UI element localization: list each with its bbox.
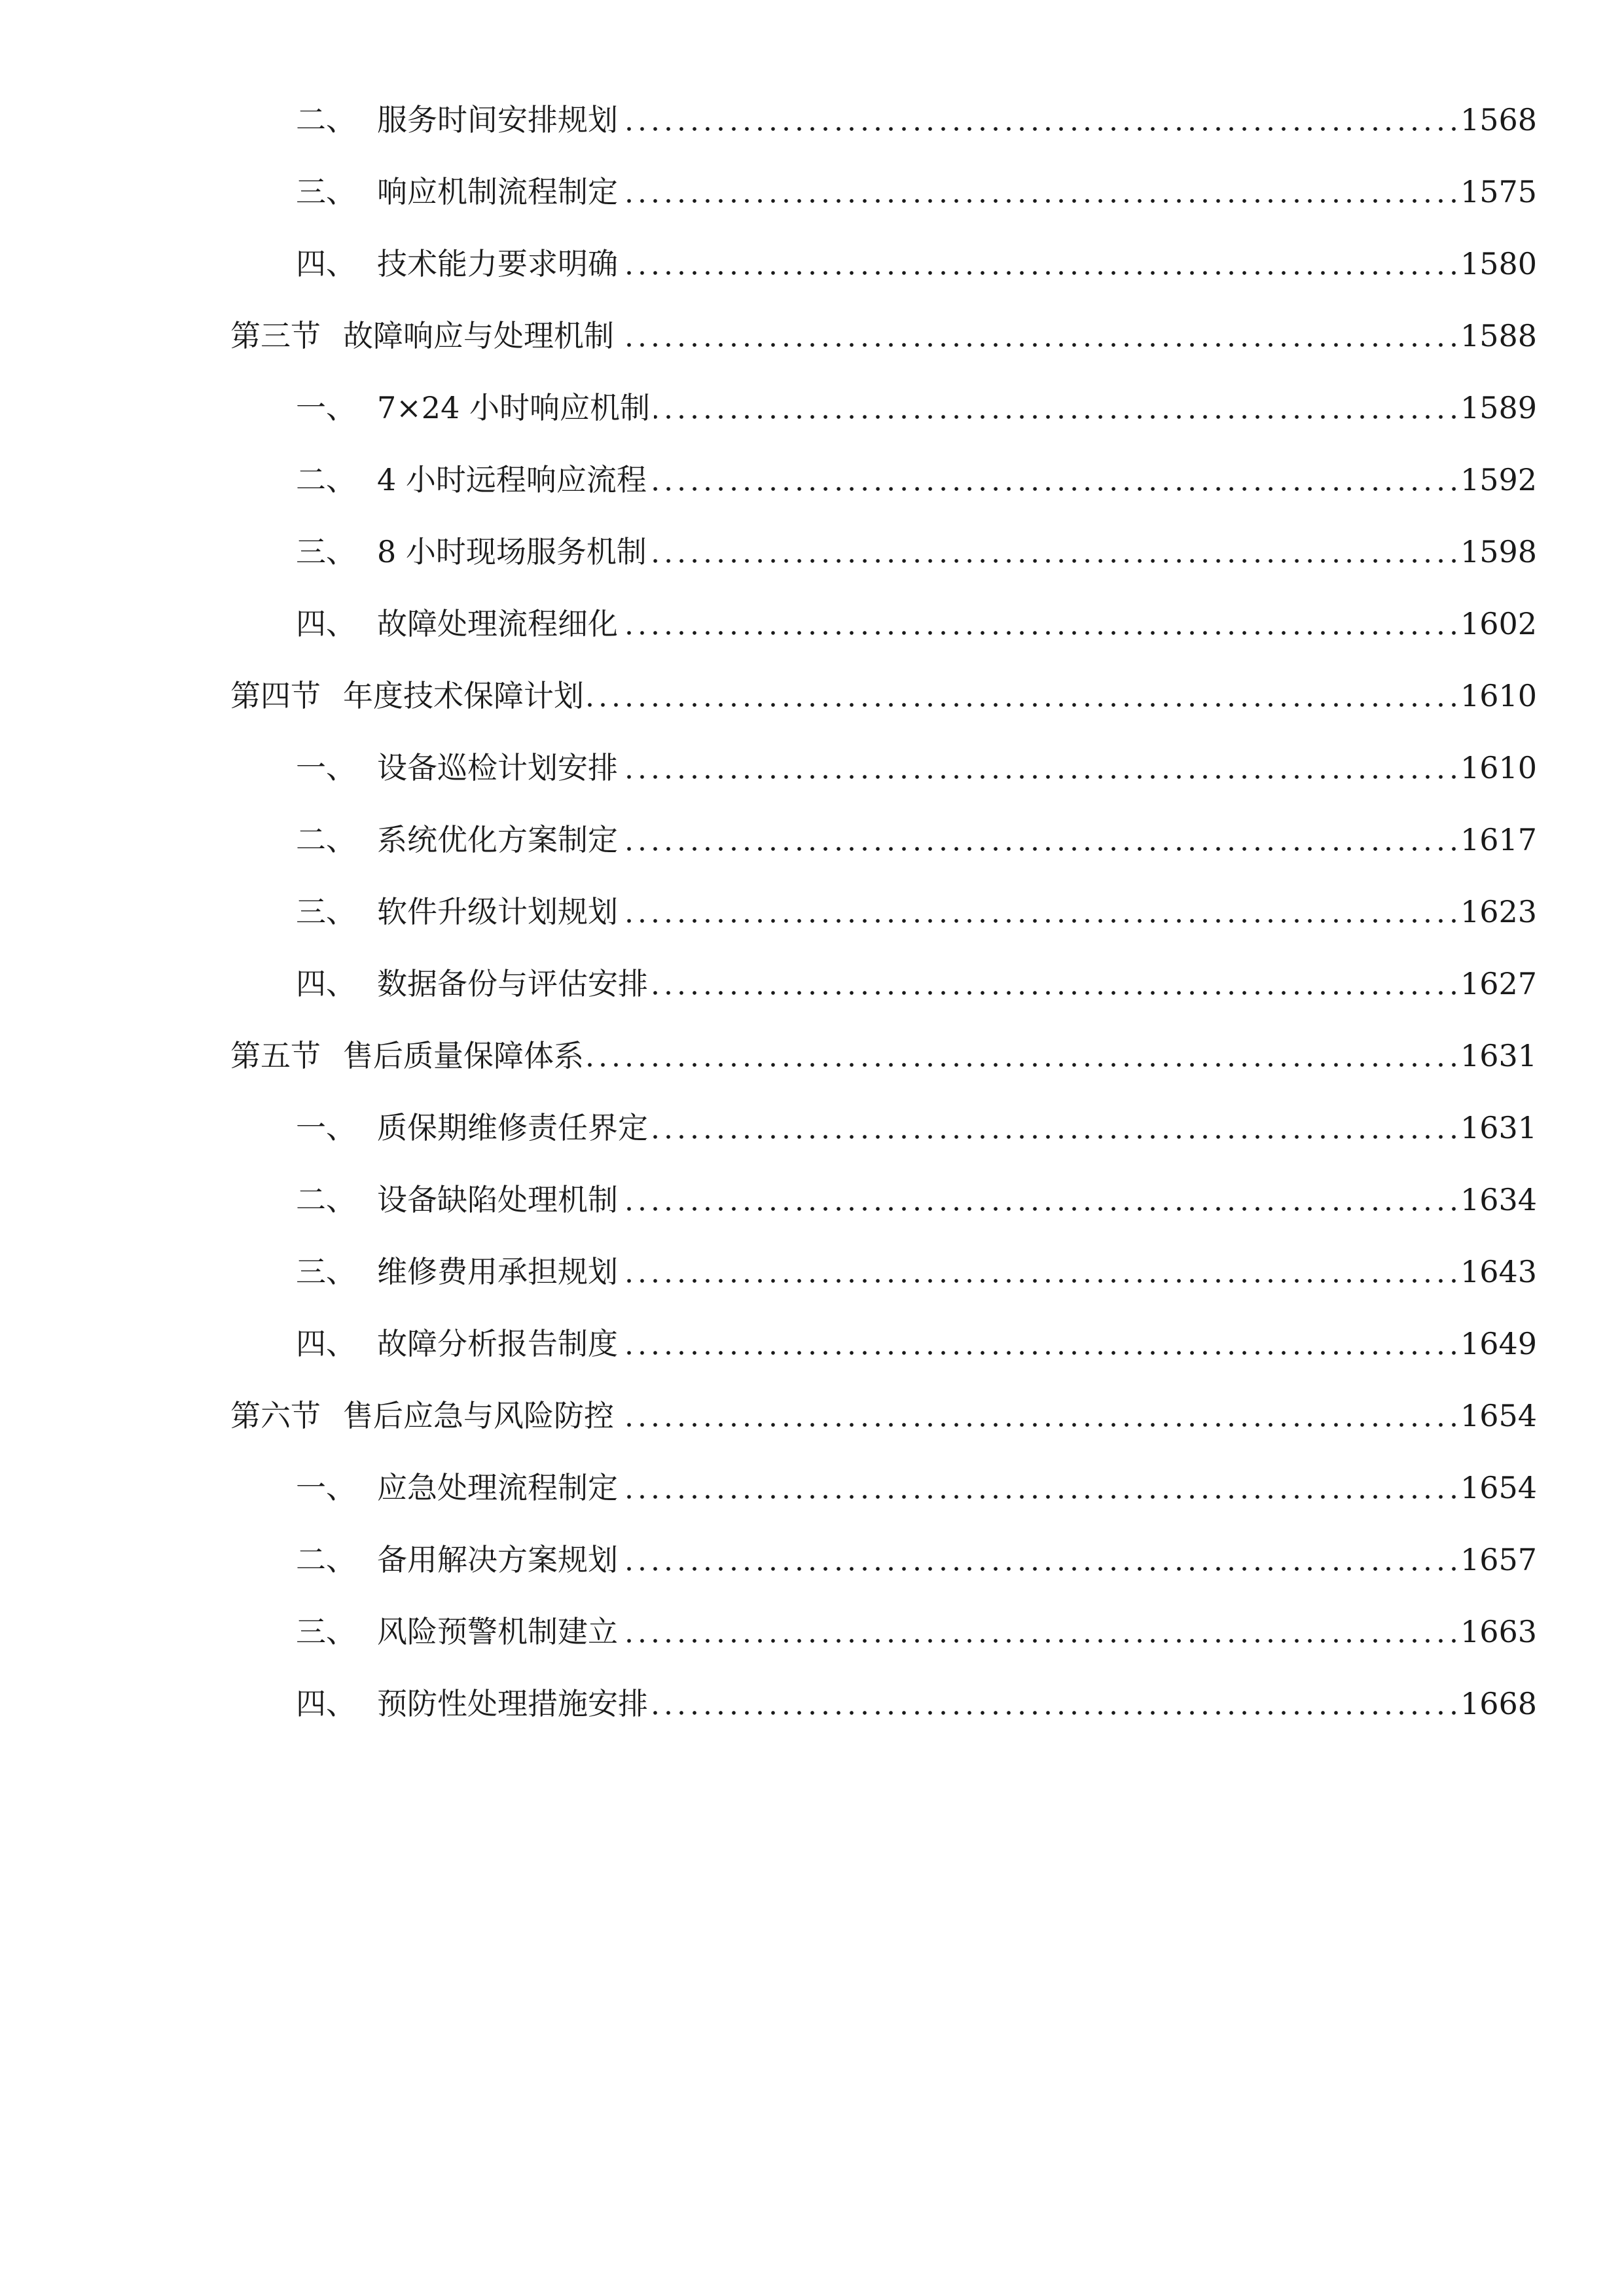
toc-entry-page: 1627	[1460, 966, 1538, 1001]
toc-entry-title: 软件升级计划规划	[377, 894, 618, 929]
toc-entry[interactable]	[296, 1249, 1538, 1295]
toc-entry-number: 一、	[296, 390, 356, 425]
toc-dot-leader	[588, 1063, 1460, 1067]
toc-entry-page: 1649	[1460, 1326, 1538, 1361]
toc-entry-page: 1631	[1460, 1038, 1538, 1073]
toc-entry-number: 二、	[296, 822, 356, 857]
toc-entry-page: 1631	[1460, 1110, 1538, 1145]
toc-entry[interactable]	[296, 817, 1538, 863]
toc-entry-page: 1610	[1460, 678, 1538, 713]
toc-dot-leader	[622, 199, 1460, 203]
toc-dot-leader	[622, 919, 1460, 923]
toc-entry[interactable]	[296, 961, 1538, 1007]
toc-entry-page: 1580	[1460, 246, 1538, 281]
toc-entry[interactable]	[296, 1465, 1538, 1511]
toc-dot-leader	[622, 775, 1460, 779]
toc-entry[interactable]	[296, 1321, 1538, 1367]
toc-section-entry[interactable]	[230, 1033, 1538, 1079]
toc-entry-number: 三、	[296, 894, 356, 929]
toc-entry-title: 售后应急与风险防控	[343, 1398, 614, 1433]
toc-dot-leader	[622, 1495, 1460, 1499]
toc-dot-leader	[651, 487, 1460, 491]
toc-entry-number: 四、	[296, 606, 356, 641]
toc-entry-page: 1598	[1460, 534, 1538, 569]
toc-dot-leader	[622, 1351, 1460, 1355]
toc-entry-title: 应急处理流程制定	[377, 1470, 618, 1505]
toc-dot-leader	[651, 559, 1460, 563]
toc-dot-leader	[622, 271, 1460, 275]
toc-entry-number: 第六节	[230, 1398, 321, 1433]
toc-dot-leader	[622, 1567, 1460, 1571]
toc-entry-page: 1643	[1460, 1254, 1538, 1289]
toc-entry[interactable]	[296, 241, 1538, 287]
toc-entry-title: 7×24 小时响应机制	[377, 390, 650, 425]
toc-entry-number: 第四节	[230, 678, 321, 713]
toc-entry-number: 四、	[296, 1326, 356, 1361]
toc-entry-number: 三、	[296, 174, 356, 209]
toc-entry-page: 1617	[1460, 822, 1538, 857]
toc-entry[interactable]	[296, 889, 1538, 935]
toc-dot-leader	[622, 631, 1460, 635]
toc-entry-number: 三、	[296, 1254, 356, 1289]
toc-entry-title: 4 小时远程响应流程	[377, 462, 647, 497]
toc-entry-number: 四、	[296, 1686, 356, 1721]
toc-entry-number: 第三节	[230, 318, 321, 353]
toc-entry-title: 8 小时现场服务机制	[377, 534, 647, 569]
toc-entry-title: 风险预警机制建立	[377, 1614, 618, 1649]
toc-entry-page: 1575	[1460, 174, 1538, 209]
toc-entry-page: 1654	[1460, 1398, 1538, 1433]
toc-entry[interactable]	[296, 1177, 1538, 1223]
toc-entry-title: 技术能力要求明确	[377, 246, 618, 281]
toc-entry-page: 1657	[1460, 1542, 1538, 1577]
toc-entry-title: 年度技术保障计划	[343, 678, 584, 713]
toc-entry[interactable]	[296, 97, 1538, 143]
toc-entry-page: 1568	[1460, 102, 1538, 137]
toc-entry[interactable]	[296, 1609, 1538, 1655]
toc-entry-page: 1634	[1460, 1182, 1538, 1217]
toc-entry-title: 备用解决方案规划	[377, 1542, 618, 1577]
toc-entry-title: 售后质量保障体系	[343, 1038, 584, 1073]
toc-entry-page: 1623	[1460, 894, 1538, 929]
toc-entry[interactable]	[296, 529, 1538, 575]
toc-section-entry[interactable]	[230, 313, 1538, 359]
toc-entry-number: 二、	[296, 102, 356, 137]
toc-entry-number: 一、	[296, 1470, 356, 1505]
toc-entry-page: 1654	[1460, 1470, 1538, 1505]
toc-entry-number: 一、	[296, 750, 356, 785]
toc-dot-leader	[622, 1639, 1460, 1643]
toc-entry-page: 1602	[1460, 606, 1538, 641]
toc-entry-title: 响应机制流程制定	[377, 174, 618, 209]
toc-entry-number: 二、	[296, 1182, 356, 1217]
toc-entry-title: 维修费用承担规划	[377, 1254, 618, 1289]
toc-dot-leader	[622, 1207, 1460, 1211]
toc-entry-title: 质保期维修责任界定	[377, 1110, 648, 1145]
toc-entry-page: 1588	[1460, 318, 1538, 353]
toc-entry-title: 系统优化方案制定	[377, 822, 618, 857]
toc-entry[interactable]	[296, 385, 1538, 431]
toc-entry[interactable]	[296, 1105, 1538, 1151]
toc-entry-number: 二、	[296, 462, 356, 497]
toc-entry-title: 设备巡检计划安排	[377, 750, 618, 785]
toc-entry-number: 第五节	[230, 1038, 321, 1073]
toc-entry-number: 二、	[296, 1542, 356, 1577]
toc-entry-number: 一、	[296, 1110, 356, 1145]
toc-dot-leader	[618, 1423, 1460, 1427]
toc-dot-leader	[622, 847, 1460, 851]
toc-dot-leader	[654, 415, 1460, 419]
toc-entry-number: 三、	[296, 534, 356, 569]
toc-entry-title: 服务时间安排规划	[377, 102, 618, 137]
toc-dot-leader	[622, 127, 1460, 131]
toc-dot-leader	[622, 1279, 1460, 1283]
toc-entry-number: 三、	[296, 1614, 356, 1649]
toc-entry-title: 设备缺陷处理机制	[377, 1182, 618, 1217]
toc-entry[interactable]	[296, 457, 1538, 503]
toc-dot-leader	[652, 1135, 1460, 1139]
toc-dot-leader	[588, 703, 1460, 707]
toc-entry-title: 预防性处理措施安排	[377, 1686, 648, 1721]
toc-entry-title: 故障分析报告制度	[377, 1326, 618, 1361]
toc-entry[interactable]	[296, 601, 1538, 647]
toc-entry[interactable]	[296, 745, 1538, 791]
toc-entry-number: 四、	[296, 966, 356, 1001]
toc-entry-page: 1610	[1460, 750, 1538, 785]
toc-section-entry[interactable]	[230, 673, 1538, 719]
toc-entry-page: 1663	[1460, 1614, 1538, 1649]
toc-section-entry[interactable]	[230, 1393, 1538, 1439]
toc-entry[interactable]	[296, 169, 1538, 215]
toc-entry-title: 故障响应与处理机制	[343, 318, 614, 353]
toc-entry-page: 1592	[1460, 462, 1538, 497]
toc-entry-title: 数据备份与评估安排	[377, 966, 648, 1001]
toc-entry-page: 1589	[1460, 390, 1538, 425]
toc-dot-leader	[618, 343, 1460, 347]
toc-entry[interactable]	[296, 1681, 1538, 1727]
toc-dot-leader	[652, 1711, 1460, 1715]
toc-dot-leader	[652, 991, 1460, 995]
toc-entry-title: 故障处理流程细化	[377, 606, 618, 641]
toc-entry-page: 1668	[1460, 1686, 1538, 1721]
toc-entry[interactable]	[296, 1537, 1538, 1583]
toc-entry-number: 四、	[296, 246, 356, 281]
